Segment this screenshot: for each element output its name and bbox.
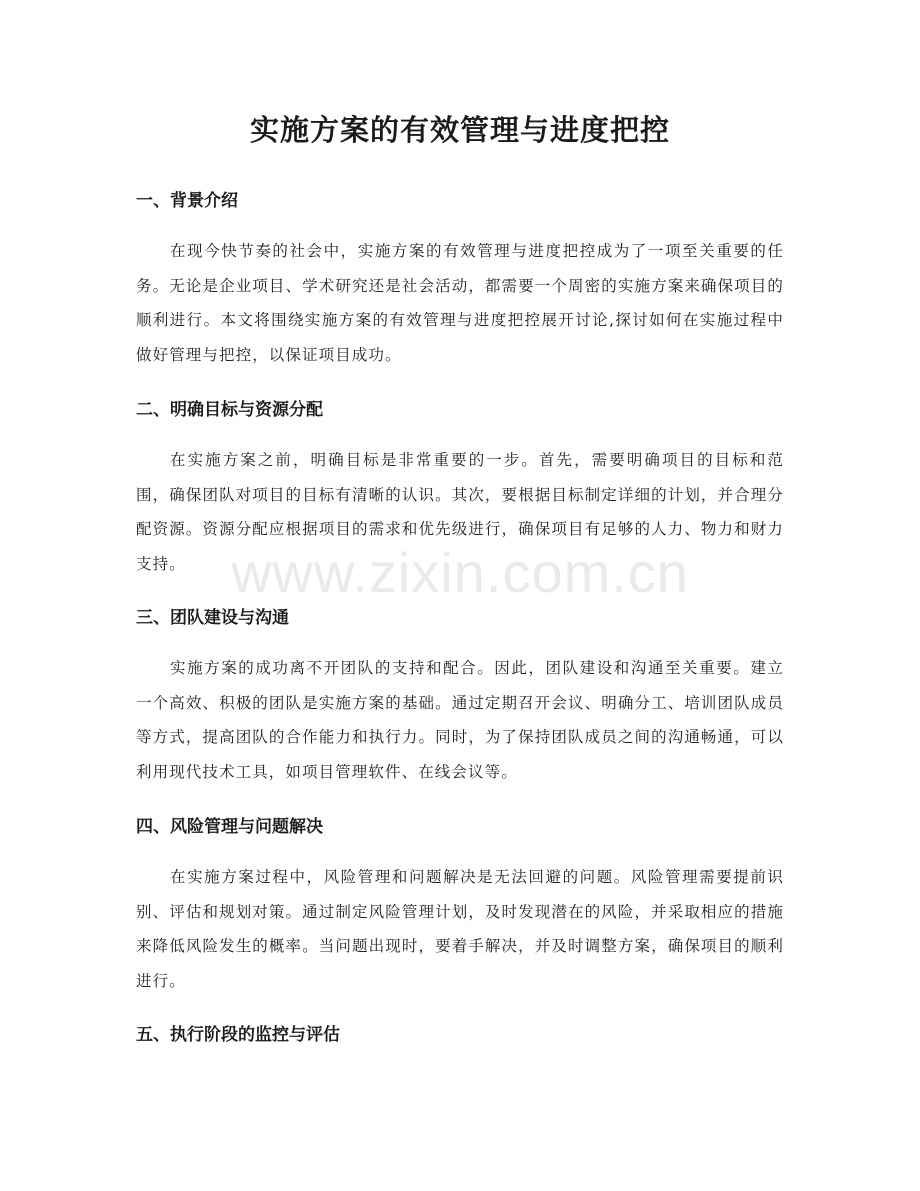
section-paragraph-goals: 在实施方案之前，明确目标是非常重要的一步。首先，需要明确项目的目标和范围，确保团队对项目的目标有清晰的认识。其次，要根据目标制定详细的计划，并合理分配资源。资源分配应根据项目的需求和优先级进行，确保项目有足够的人力、物力和财力支持。 (136, 451, 784, 574)
section-heading-background: 一、背景介绍 (136, 191, 238, 211)
document-title: 实施方案的有效管理与进度把控 (249, 113, 670, 147)
section-paragraph-team: 实施方案的成功离不开团队的支持和配合。因此，团队建设和沟通至关重要。建立一个高效、积极的团队是实施方案的基础。通过定期召开会议、明确分工、培训团队成员等方式，提高团队的合作能力和执行力。同时，为了保持团队成员之间的沟通畅通，可以利用现代技术工具，如项目管理软件、在线会议等。 (136, 659, 784, 782)
watermark: www.zixin.com.cn (231, 541, 689, 604)
section-heading-monitoring: 五、执行阶段的监控与评估 (136, 1025, 340, 1045)
section-heading-risk: 四、风险管理与问题解决 (136, 817, 323, 837)
section-paragraph-risk: 在实施方案过程中，风险管理和问题解决是无法回避的问题。风险管理需要提前识别、评估和规划对策。通过制定风险管理计划，及时发现潜在的风险，并采取相应的措施来降低风险发生的概率。当问题出现时，要着手解决，并及时调整方案，确保项目的顺利进行。 (136, 868, 784, 991)
section-paragraph-background: 在现今快节奏的社会中，实施方案的有效管理与进度把控成为了一项至关重要的任务。无论是企业项目、学术研究还是社会活动，都需要一个周密的实施方案来确保项目的顺利进行。本文将围绕实施方案的有效管理与进度把控展开讨论,探讨如何在实施过程中做好管理与把控，以保证项目成功。 (136, 242, 784, 365)
section-heading-team: 三、团队建设与沟通 (136, 608, 289, 628)
section-heading-goals: 二、明确目标与资源分配 (136, 400, 323, 420)
